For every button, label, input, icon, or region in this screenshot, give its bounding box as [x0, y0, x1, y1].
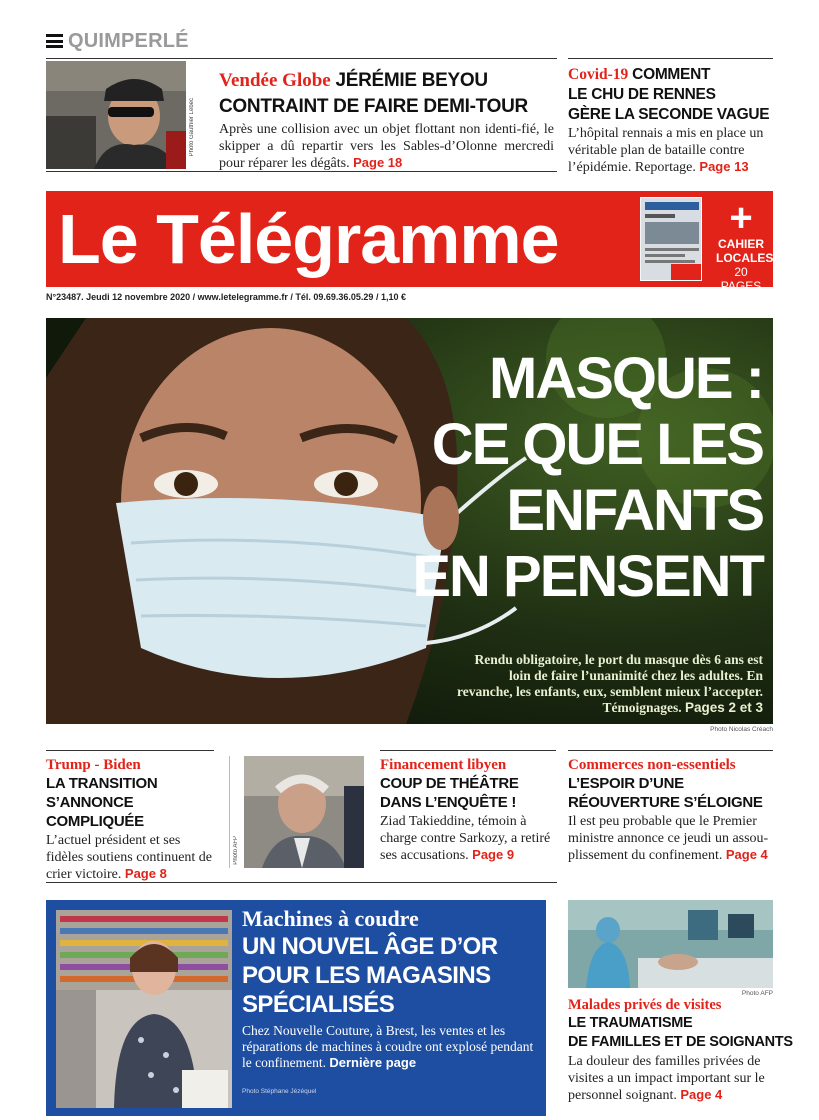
- hero-headline-line: ENFANTS: [506, 478, 763, 543]
- woman-in-sewing-shop-illustration: [56, 910, 232, 1108]
- teaser-kicker: Trump - Biden: [46, 757, 141, 773]
- page-ref-link[interactable]: Page 9: [472, 847, 515, 862]
- teaser-kicker: Malades privés de visites: [568, 997, 722, 1013]
- teaser-body-text: Il est peu probable que le Premier ministre annonce ce jeudi un assou-plissement du confinement.: [568, 814, 769, 863]
- edition-bar: [46, 28, 189, 54]
- teaser-headline-part2: CONTRAINT DE FAIRE DEMI-TOUR: [219, 96, 528, 117]
- teaser-headline-line2: DANS L’ENQUÊTE !: [380, 794, 517, 811]
- teaser-body: [568, 126, 774, 177]
- hero-headline-line: MASQUE :: [489, 346, 763, 411]
- teaser-headline-line2: DE FAMILLES ET DE SOIGNANTS: [568, 1034, 793, 1050]
- hospital-room-illustration: [568, 900, 773, 988]
- teaser-body: [219, 122, 554, 173]
- photo-credit: Photo AFP: [233, 836, 239, 865]
- hero-story[interactable]: [46, 318, 773, 724]
- sailor-photo: [46, 61, 186, 169]
- portrait-illustration: [244, 756, 364, 868]
- menu-icon: [46, 34, 63, 48]
- hospital-photo: [568, 900, 773, 988]
- page-ref-link[interactable]: Page 18: [353, 155, 403, 170]
- supplement-thumbnail[interactable]: [640, 197, 702, 281]
- photo-credit: Photo Nicolas Créach: [710, 726, 773, 733]
- shop-photo: [56, 910, 232, 1108]
- teaser-body-text: Ziad Takieddine, témoin à charge contre Sarkozy, a retiré ses accusations.: [380, 814, 551, 863]
- teaser-body: [568, 814, 774, 865]
- col3-teaser[interactable]: [568, 756, 774, 865]
- sailor-illustration: [46, 61, 186, 169]
- teaser-headline-line1: LA TRANSITION: [46, 775, 158, 792]
- teaser-body: [568, 1054, 774, 1105]
- photo-credit: Photo Stéphane Jézéquel: [242, 1088, 317, 1095]
- supplement-line1: CAHIER: [717, 237, 764, 251]
- divider: [380, 750, 556, 751]
- teaser-kicker: Vendée Globe: [219, 70, 331, 91]
- page-ref-link[interactable]: Page 4: [725, 847, 768, 862]
- feature-kicker: Machines à coudre: [242, 906, 419, 931]
- page-ref-link[interactable]: Page 8: [124, 866, 167, 881]
- teaser-headline-part1: COMMENT: [632, 66, 711, 83]
- feature-body: [242, 1023, 538, 1071]
- page-ref-link[interactable]: Pages 2 et 3: [684, 700, 763, 715]
- hero-headline-line: CE QUE LES: [431, 412, 763, 477]
- newspaper-thumbnail-icon: [641, 198, 702, 281]
- teaser-headline-part3: GÈRE LA SECONDE VAGUE: [568, 106, 770, 123]
- teaser-body: [46, 833, 221, 884]
- teaser-headline: [219, 68, 554, 94]
- teaser-headline-line2: S’ANNONCE COMPLIQUÉE: [46, 794, 144, 830]
- feature-story[interactable]: [46, 900, 546, 1116]
- supplement-badge: [716, 196, 774, 293]
- page-ref-link[interactable]: Page 4: [680, 1087, 723, 1102]
- teaser-body-text: L’hôpital rennais a mis en place un véritable plan de bataille contre l’épidémie. Reportage.: [568, 126, 764, 175]
- divider: [568, 58, 773, 59]
- teaser-body-text: Après une collision avec un objet flottant non identi-fié, le skipper a dû repartir vers les Sables-d’Olonne mercredi pour réparer les dégâts.: [219, 122, 554, 171]
- col2-teaser[interactable]: [380, 756, 558, 865]
- supplement-line3: 20 PAGES: [720, 265, 762, 293]
- top-right-teaser[interactable]: [568, 65, 774, 177]
- bottom-right-teaser[interactable]: [568, 996, 793, 1105]
- teaser-body: [380, 814, 558, 865]
- teaser-headline-line1: COUP DE THÉÂTRE: [380, 775, 519, 792]
- feature-headline-line: POUR LES MAGASINS: [242, 962, 491, 989]
- teaser-headline: [568, 65, 774, 85]
- teaser-kicker: Commerces non-essentiels: [568, 757, 736, 773]
- teaser-headline-part1: JÉRÉMIE BEYOU: [335, 70, 488, 91]
- page-ref-link[interactable]: Dernière page: [329, 1055, 417, 1070]
- teaser-body-text: La douleur des familles privées de visites a un impact important sur le personnel soignant.: [568, 1054, 765, 1103]
- teaser-kicker: Financement libyen: [380, 757, 507, 773]
- hero-headline: [412, 346, 763, 610]
- hero-summary: [453, 652, 763, 716]
- supplement-line2: LOCALES: [716, 251, 774, 265]
- divider: [229, 756, 230, 868]
- feature-body-text: Chez Nouvelle Couture, à Brest, les ventes et les réparations de machines à coudre ont explosé pendant le confinement.: [242, 1023, 534, 1070]
- hero-summary-text: Rendu obligatoire, le port du masque dès 6 ans est loin de faire l’unanimité chez les adultes. En revanche, les enfants, eux, semblent mieux l’accepter. Témoignages.: [457, 652, 763, 715]
- teaser-body-text: L’actuel président et ses fidèles soutiens continuent de crier victoire.: [46, 833, 213, 882]
- takieddine-photo: [244, 756, 364, 868]
- plus-icon: +: [729, 196, 753, 240]
- divider: [46, 58, 557, 59]
- masthead: [46, 191, 774, 293]
- newspaper-logo: Le Télégramme: [58, 200, 559, 278]
- feature-headline-line: SPÉCIALISÉS: [242, 991, 395, 1018]
- photo-credit: Photo Gauthier Lebec: [189, 98, 195, 157]
- issue-line: N°23487. Jeudi 12 novembre 2020 / www.letelegramme.fr / Tél. 09.69.36.05.29 / 1,10 €: [46, 292, 406, 302]
- divider: [46, 750, 214, 751]
- divider: [568, 750, 773, 751]
- teaser-headline-line1: LE TRAUMATISME: [568, 1015, 693, 1031]
- teaser-headline-line2: RÉOUVERTURE S’ÉLOIGNE: [568, 794, 763, 811]
- teaser-headline-line1: L’ESPOIR D’UNE: [568, 775, 684, 792]
- photo-credit: Photo AFP: [741, 990, 773, 997]
- hero-headline-line: EN PENSENT: [412, 544, 763, 609]
- teaser-kicker: Covid-19: [568, 66, 629, 83]
- feature-text: [242, 906, 538, 1071]
- col1-teaser[interactable]: [46, 756, 221, 884]
- page-ref-link[interactable]: Page 13: [699, 159, 749, 174]
- teaser-headline-part2: LE CHU DE RENNES: [568, 86, 716, 103]
- top-left-teaser[interactable]: [219, 68, 554, 173]
- edition-name: QUIMPERLÉ: [68, 29, 189, 52]
- feature-headline-line: UN NOUVEL ÂGE D’OR: [242, 933, 498, 960]
